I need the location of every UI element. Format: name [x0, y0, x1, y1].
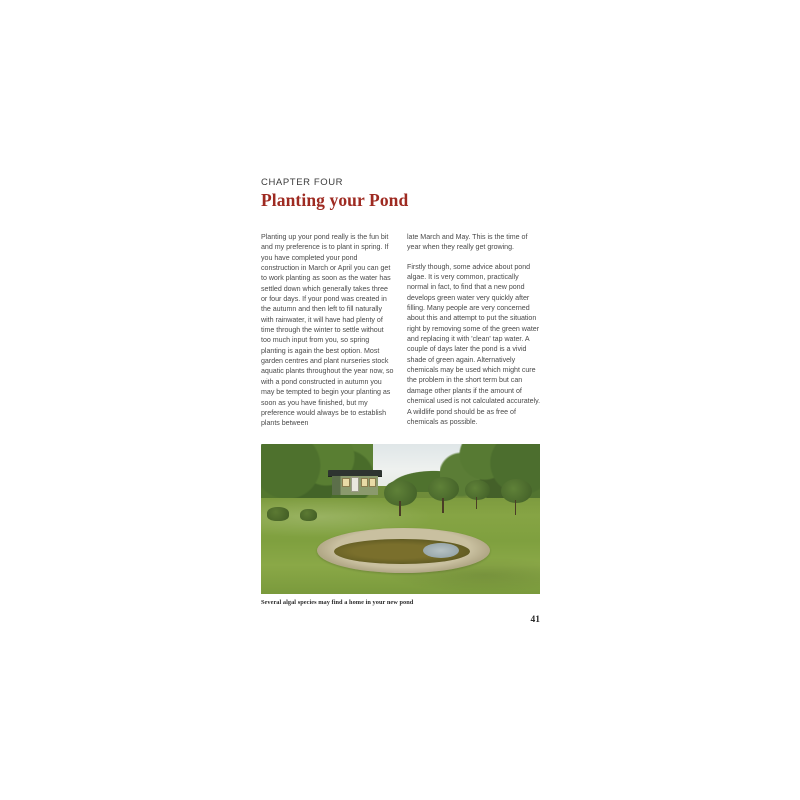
- page-title: Planting your Pond: [261, 190, 409, 211]
- photo-shrub: [300, 509, 317, 521]
- chapter-kicker: CHAPTER FOUR: [261, 177, 344, 188]
- photo-summerhouse: [332, 470, 378, 496]
- column-left: [261, 232, 395, 429]
- chapter-heading: [261, 178, 540, 211]
- summerhouse-door: [351, 477, 358, 492]
- paragraph: Planting up your pond really is the fun bit and my preference is to plant in spring. If you have completed your pond construction in March or April you can get to work planting as soon as the water has settled down which generally takes three or four days. If your pond was created in the autumn and then left to fill naturally with rainwater, it will have had plenty of time through the winter to settle without too much input from you, so spring planting is again the best option. Most garden centres and plant nurseries stock aquatic plants throughout the year now, so with a pond constructed in autumn you may be tempted to begin your planting as soon as you have finished, but my preference would always be to establish plants between: [261, 233, 394, 428]
- photo-orchard-trunk: [399, 501, 401, 516]
- figure-photo: [261, 444, 540, 594]
- photo-scene: [261, 444, 540, 594]
- photo-orchard-trunk: [476, 497, 478, 509]
- photo-pond-sky-reflection: [423, 543, 459, 558]
- summerhouse-window: [342, 478, 349, 487]
- paragraph: late March and May. This is the time of year when they really get growing.: [407, 233, 528, 252]
- figure-caption: Several algal species may find a home in your new pond: [261, 599, 414, 606]
- photo-shrub: [267, 507, 289, 521]
- column-right: [407, 232, 541, 429]
- paragraph: Firstly though, some advice about pond algae. It is very common, practically normal in fact, to find that a new pond develops green water very quickly after filling. Many people are very concerned about this and attempt to put the situation right by removing some of the green water and replacing it with 'clean' tap water. A couple of days later the pond is a vivid shade of green again. Alternatively chemicals may be used which might cure the problem in the short term but can damage other plants if the amount of chemical used is not calculated accurately. A wildlife pond should be as free of chemicals as possible.: [407, 262, 541, 426]
- body-columns: [261, 232, 542, 429]
- summerhouse-window: [361, 478, 368, 487]
- photo-orchard-trunk: [442, 498, 444, 513]
- summerhouse-window: [369, 478, 376, 487]
- page-number: 41: [530, 615, 540, 625]
- photo-orchard-trunk: [515, 500, 517, 515]
